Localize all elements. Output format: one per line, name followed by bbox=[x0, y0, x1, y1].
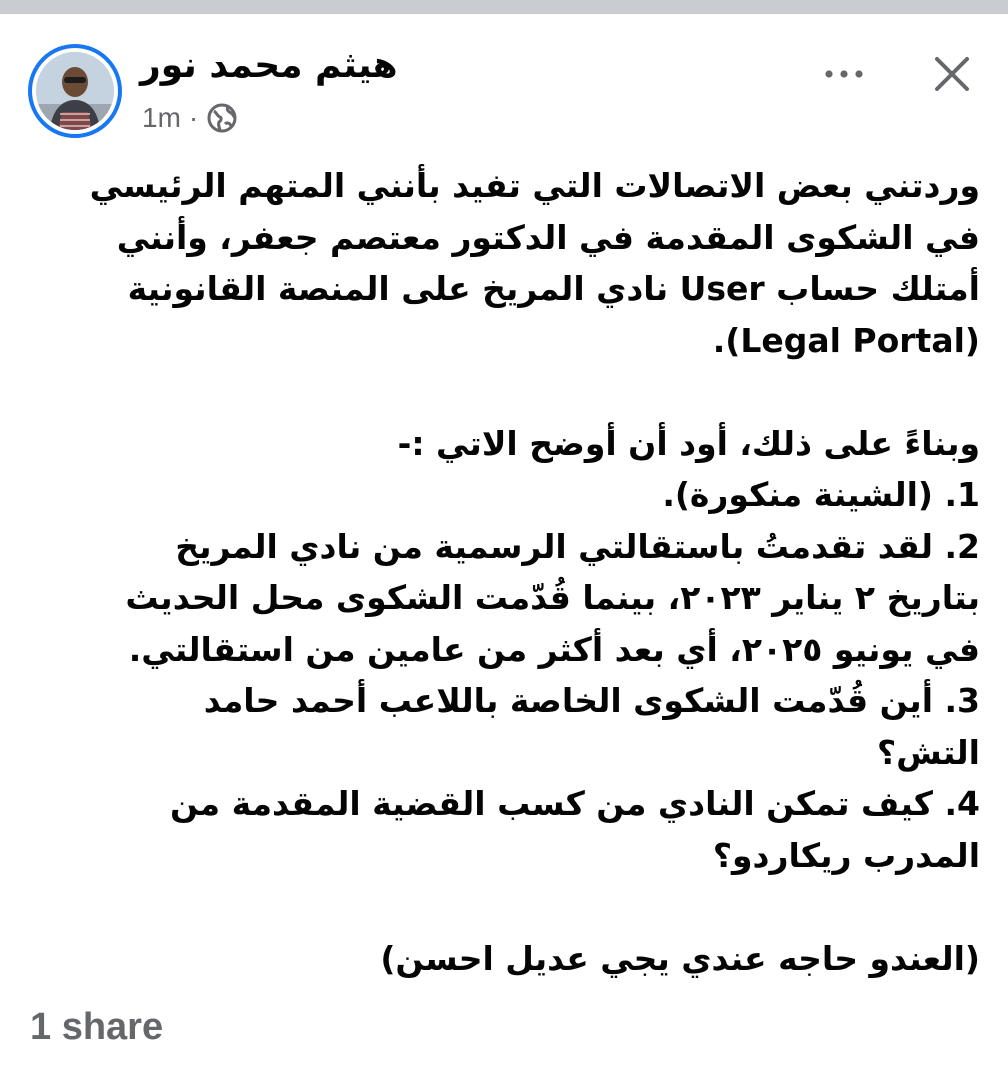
post-text-blank-line bbox=[28, 366, 980, 418]
post-text-line: وبناءً على ذلك، أود أن أوضح الاتي :- bbox=[397, 423, 980, 463]
post-text-line: (العندو حاجه عندي يجي عديل احسن) bbox=[380, 938, 980, 978]
person-photo-icon bbox=[36, 52, 114, 130]
globe-icon[interactable] bbox=[206, 102, 238, 134]
close-button[interactable] bbox=[928, 50, 976, 98]
post-text-line: وردتني بعض الاتصالات التي تفيد بأنني المتهم الرئيسي bbox=[89, 166, 980, 205]
post-text-line: 3. أين قُدّمت الشكوى الخاصة باللاعب أحمد حامد bbox=[203, 681, 980, 720]
more-options-button[interactable] bbox=[816, 54, 872, 94]
post-text-line: 4. كيف تمكن النادي من كسب القضية المقدمة من bbox=[169, 784, 980, 823]
post-text-line: بتاريخ ٢ يناير ٢٠٢٣، بينما قُدّمت الشكوى محل الحديث bbox=[125, 578, 980, 617]
share-count[interactable]: 1 share bbox=[30, 1006, 164, 1048]
avatar-photo bbox=[36, 52, 114, 130]
more-options-icon bbox=[824, 69, 864, 79]
meta-separator: · bbox=[188, 102, 199, 133]
post-text bbox=[28, 160, 980, 984]
post-meta bbox=[142, 98, 238, 138]
post-text-blank-line bbox=[28, 881, 980, 933]
post-text-line: 2. لقد تقدمتُ باستقالتي الرسمية من نادي المريخ bbox=[175, 526, 980, 566]
post-text-line: في الشكوى المقدمة في الدكتور معتصم جعفر، وأنني bbox=[116, 217, 980, 257]
avatar[interactable] bbox=[28, 44, 122, 138]
author-name[interactable]: هيثم محمد نور bbox=[140, 45, 398, 86]
top-divider bbox=[0, 0, 1008, 14]
post-text-line: التش؟ bbox=[877, 732, 980, 772]
post-header bbox=[28, 40, 980, 140]
post-text-line: أمتلك حساب User نادي المريخ على المنصة القانونية bbox=[127, 269, 980, 308]
post-text-line: المدرب ريكاردو؟ bbox=[712, 835, 980, 875]
post-text-line: في يونيو ٢٠٢٥، أي بعد أكثر من عامين من استقالتي. bbox=[128, 629, 980, 669]
post-timestamp[interactable]: 1m bbox=[142, 102, 181, 133]
close-icon bbox=[934, 56, 970, 92]
post-text-line: 1. (الشينة منكورة). bbox=[662, 475, 980, 514]
post-text-line: (Legal Portal). bbox=[712, 320, 980, 360]
